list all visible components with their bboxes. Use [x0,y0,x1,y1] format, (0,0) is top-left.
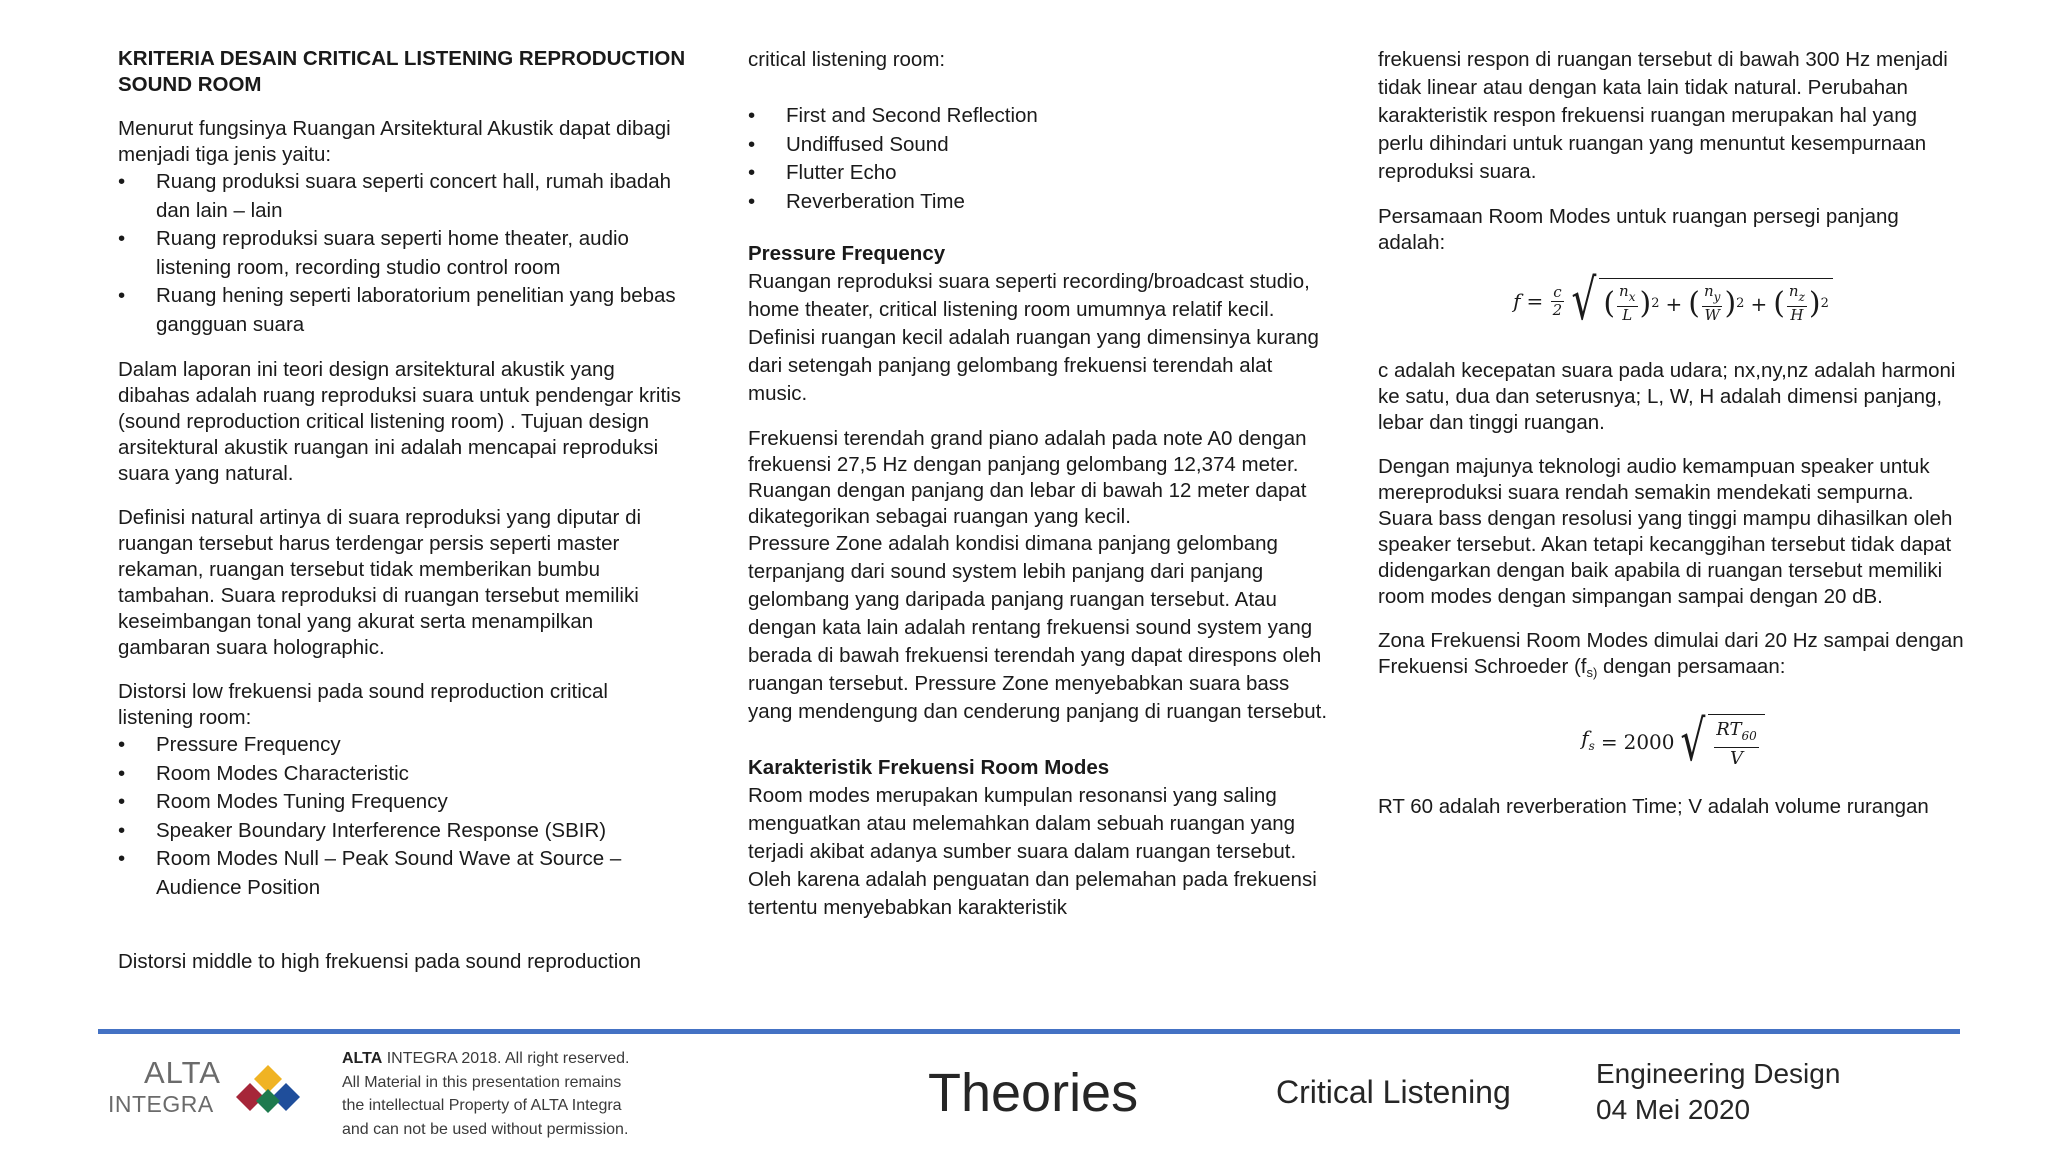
heading-pressure-frequency: Pressure Frequency [748,242,946,265]
column-3 [1378,46,1968,838]
col1-paragraph-3: Definisi natural artinya di suara reproduksi yang diputar di ruangan tersebut harus terdengar persis seperti master rekaman, ruangan tersebut tidak memberikan bumbu tambahan. Suara reproduksi di ruangan tersebut memiliki keseimbangan tonal yang akurat serta menampilkan gambaran suara holographic. [118,506,642,659]
mid-high-distortion-list [748,102,1328,216]
room-types-list [118,168,688,339]
list-item: • Speaker Boundary Interference Response (SBIR) [118,817,688,846]
course-date: 04 Mei 2020 [1596,1094,1751,1125]
col3-paragraph-6: RT 60 adalah reverberation Time; V adalah volume rurangan [1378,795,1929,818]
col2-paragraph-4: Pressure Zone adalah kondisi dimana panjang gelombang terpanjang dari sound system lebih panjang dari panjang gelombang yang daripada panjang ruangan tersebut. Atau dengan kata lain adalah rentang frekuensi sound system yang berada di bawah frekuensi terendah yang dapat direspons oleh ruangan tersebut. Pressure Zone menyebabkan suara bass yang mendengung dan cenderung panjang di ruangan tersebut. [748,532,1328,723]
list-item: • Room Modes Null – Peak Sound Wave at Source – Audience Position [118,845,688,902]
schroeder-formula: $f_s$ = 2000 √ $\frac{RT_{60}}{V}$ [1378,694,1968,790]
topic-label: Critical Listening [1276,1074,1511,1110]
col1-paragraph-1: Menurut fungsinya Ruangan Arsitektural Akustik dapat dibagi menjadi tiga jenis yaitu: [118,117,671,166]
col3-paragraph-2: Persamaan Room Modes untuk ruangan persegi panjang adalah: [1378,205,1899,254]
list-item: • Ruang hening seperti laboratorium penelitian yang bebas gangguan suara [118,282,688,339]
col2-paragraph-1: critical listening room: [748,48,946,71]
col3-paragraph-4: Dengan majunya teknologi audio kemampuan speaker untuk mereproduksi suara rendah semakin mendekati sempurna. Suara bass dengan resolusi yang tinggi mampu dihasilkan oleh speaker tersebut. Akan tetapi kecanggihan tersebut tidak dapat didengarkan dengan baik apabila di ruangan tersebut memiliki room modes dengan simpangan sampai dengan 20 dB. [1378,455,1953,608]
copyright-notice: ALTA INTEGRA 2018. All right reserved. All Material in this presentation remains the intellectual Property of ALTA Integra and can not be used without permission. [342,1050,630,1138]
col3-paragraph-1: frekuensi respon di ruangan tersebut di bawah 300 Hz menjadi tidak linear atau dengan kata lain tidak natural. Perubahan karakteristik respon frekuensi ruangan merupakan hal yang perlu dihindari untuk ruangan yang menuntut kesempurnaan reproduksi suara. [1378,48,1948,183]
list-item: • Room Modes Characteristic [118,760,688,789]
footer-divider [98,1029,1960,1034]
list-item: • Pressure Frequency [118,731,688,760]
list-item: • Ruang produksi suara seperti concert hall, rumah ibadah dan lain – lain [118,168,688,225]
room-modes-formula: f = $\frac{c}{2}$ √ ( $\frac{n_x}{L}$ ) 2 + ( $\frac{n_y}{W}$ ) 2 + ( $\frac{n_z}{H}$ ) 2 [1378,262,1968,340]
alta-integra-logo: ALTA INTEGRA [108,1055,318,1125]
list-item: • Reverberation Time [748,188,1328,217]
course-name: Engineering Design [1596,1058,1841,1089]
section-title: Theories [928,1063,1139,1123]
col1-paragraph-5: Distorsi middle to high frekuensi pada sound reproduction [118,950,642,973]
heading-room-modes: Karakteristik Frekuensi Room Modes [748,756,1110,779]
col1-paragraph-4: Distorsi low frekuensi pada sound reproduction critical listening room: [118,680,608,729]
col3-paragraph-3: c adalah kecepatan suara pada udara; nx,ny,nz adalah harmoni ke satu, dua dan seterusnya; L, W, H adalah dimensi panjang, lebar dan tinggi ruangan. [1378,359,1956,434]
col2-paragraph-3: Frekuensi terendah grand piano adalah pada note A0 dengan frekuensi 27,5 Hz dengan panjang gelombang 12,374 meter. Ruangan dengan panjang dan lebar di bawah 12 meter dapat dikategorikan sebagai ruangan yang kecil. [748,427,1307,528]
col1-paragraph-2: Dalam laporan ini teori design arsitektural akustik yang dibahas adalah ruang reproduksi suara untuk pendengar kritis (sound reproduction critical listening room) . Tujuan design arsitektural akustik ruangan ini adalah mencapai reproduksi suara yang natural. [118,358,681,485]
diamond-logo-icon [220,1063,316,1119]
list-item: • Ruang reproduksi suara seperti home theater, audio listening room, recording studio control room [118,225,688,282]
col2-paragraph-5: Room modes merupakan kumpulan resonansi yang saling menguatkan atau melemahkan dalam sebuah ruangan yang terjadi akibat adanya sumber suara dalam ruangan tersebut. Oleh karena adalah penguatan dan pelemahan pada frekuensi tertentu menyebabkan karakteristik [748,784,1317,919]
column-2 [748,46,1328,940]
col3-paragraph-5: Zona Frekuensi Room Modes dimulai dari 20 Hz sampai dengan Frekuensi Schroeder (fs) dengan persamaan: [1378,629,1964,680]
col2-paragraph-2: Ruangan reproduksi suara seperti recording/broadcast studio, home theater, critical listening room umumnya relatif kecil. Definisi ruangan kecil adalah ruangan yang dimensinya kurang dari setengah panjang gelombang frekuensi terendah alat music. [748,270,1319,405]
list-item: • First and Second Reflection [748,102,1328,131]
column-1 [118,46,688,994]
low-distortion-list [118,731,688,902]
course-info [1596,1056,1840,1128]
document-title: KRITERIA DESAIN CRITICAL LISTENING REPRODUCTION SOUND ROOM [118,47,686,96]
list-item: • Undiffused Sound [748,131,1328,160]
list-item: • Room Modes Tuning Frequency [118,788,688,817]
list-item: • Flutter Echo [748,159,1328,188]
